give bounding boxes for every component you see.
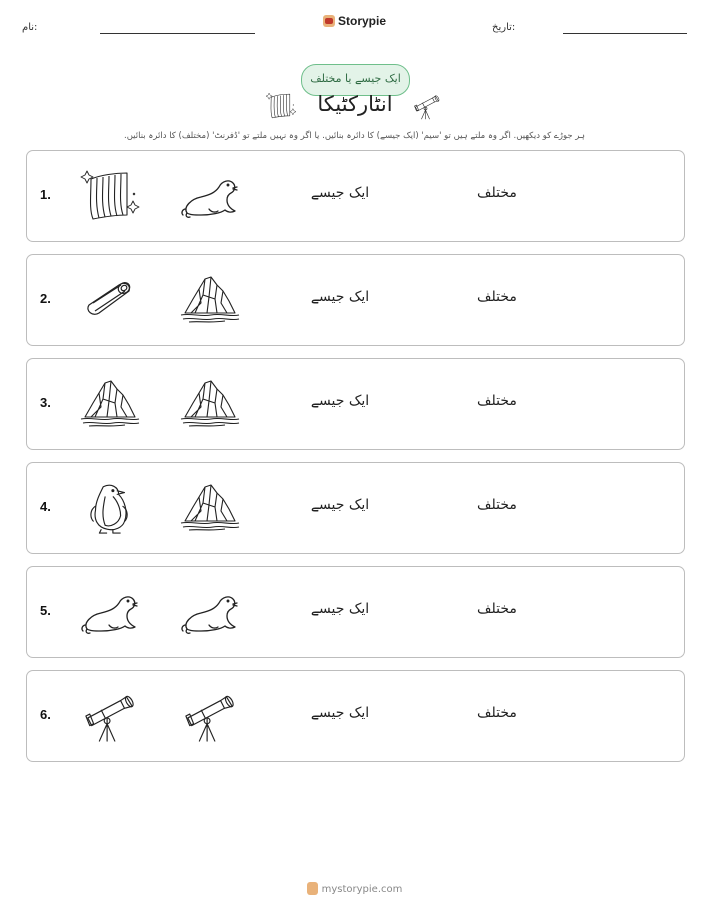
footer — [0, 882, 709, 895]
brand-header — [0, 14, 709, 28]
seal-icon — [181, 585, 239, 639]
page-title: انٹارکٹیکا — [317, 92, 393, 116]
iceberg-icon — [181, 273, 239, 327]
date-label: تاریخ: — [492, 22, 516, 33]
exercise-row — [26, 462, 685, 554]
name-line[interactable] — [100, 33, 255, 34]
same-option[interactable]: ایک جیسے — [310, 601, 370, 617]
exercise-row — [26, 254, 685, 346]
seal-icon — [181, 169, 239, 223]
row-number: 1. — [40, 187, 51, 202]
different-option[interactable]: مختلف — [477, 289, 517, 305]
different-option[interactable]: مختلف — [477, 705, 517, 721]
different-option[interactable]: مختلف — [477, 497, 517, 513]
row-number: 3. — [40, 395, 51, 410]
row-number: 2. — [40, 291, 51, 306]
row-number: 5. — [40, 603, 51, 618]
ice-shelf-icon — [81, 169, 139, 223]
same-option[interactable]: ایک جیسے — [310, 705, 370, 721]
different-option[interactable]: مختلف — [477, 393, 517, 409]
same-option[interactable]: ایک جیسے — [310, 497, 370, 513]
storypie-logo-icon — [323, 15, 335, 27]
iceberg-icon — [181, 377, 239, 431]
penguin-icon — [81, 481, 139, 535]
telescope-icon — [81, 689, 139, 743]
exercise-row — [26, 670, 685, 762]
iceberg-icon — [181, 481, 239, 535]
same-option[interactable]: ایک جیسے — [310, 185, 370, 201]
storypie-logo-icon — [307, 882, 318, 895]
exercise-row — [26, 150, 685, 242]
date-line[interactable] — [563, 33, 687, 34]
instructions: ہر جوڑے کو دیکھیں. اگر وہ ملتے ہیں تو 'سیم' (ایک جیسے) کا دائرہ بنائیں. یا اگر وہ نہیں ملتے تو 'ڈفرنٹ' (مختلف) کا دائرہ بنائیں. — [124, 131, 585, 141]
iceberg-icon — [81, 377, 139, 431]
same-option[interactable]: ایک جیسے — [310, 289, 370, 305]
brand-name: Storypie — [337, 14, 386, 28]
telescope-icon — [412, 92, 442, 120]
same-option[interactable]: ایک جیسے — [310, 393, 370, 409]
different-option[interactable]: مختلف — [477, 185, 517, 201]
footer-url[interactable]: mystorypie.com — [321, 884, 403, 895]
row-number: 6. — [40, 707, 51, 722]
row-number: 4. — [40, 499, 51, 514]
telescope-icon — [181, 689, 239, 743]
exercise-row — [26, 358, 685, 450]
seal-icon — [81, 585, 139, 639]
different-option[interactable]: مختلف — [477, 601, 517, 617]
ice-shelf-icon — [266, 92, 296, 120]
ice-core-icon — [81, 273, 139, 327]
name-label: نام: — [22, 22, 38, 33]
exercise-row — [26, 566, 685, 658]
topic-pill: ایک جیسے یا مختلف — [301, 64, 410, 96]
